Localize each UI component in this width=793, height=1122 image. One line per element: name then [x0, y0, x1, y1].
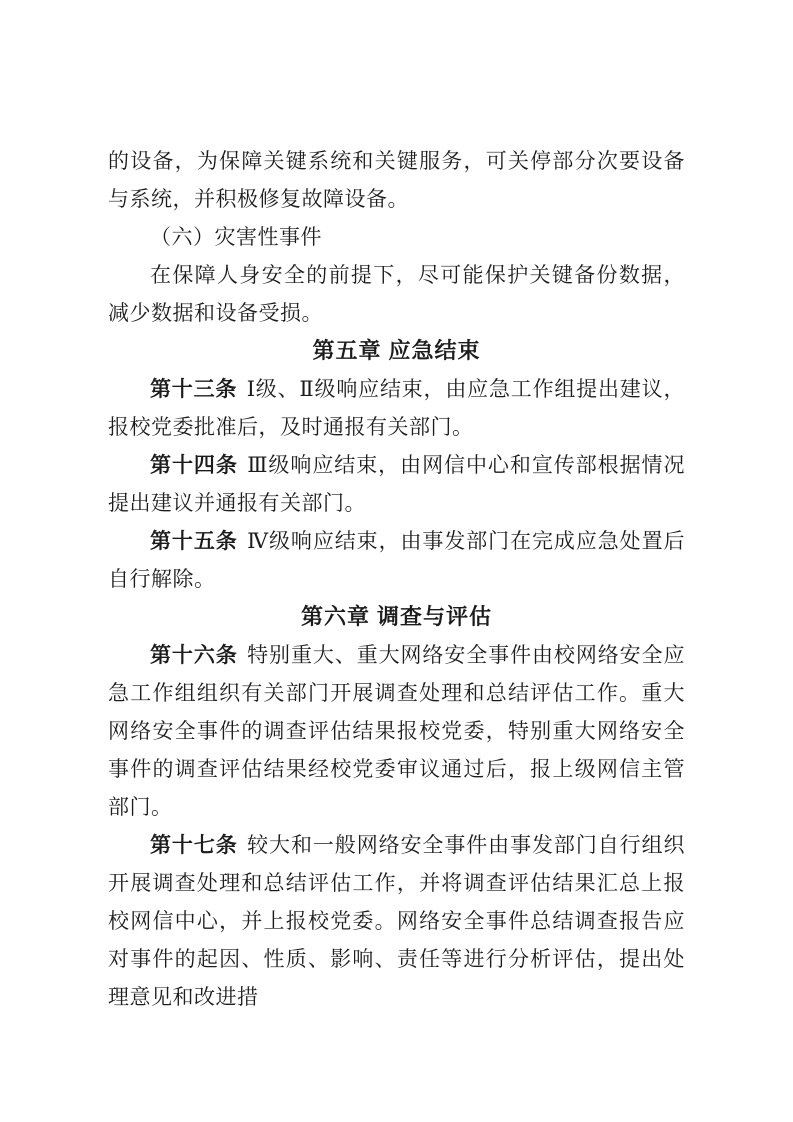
- chapter-heading-6: 第六章 调查与评估: [300, 604, 493, 629]
- article-13-lead: 第十三条: [150, 377, 238, 401]
- article-17: [108, 826, 685, 1016]
- article-14: [108, 446, 685, 522]
- article-13: [108, 370, 685, 446]
- article-15-text: Ⅳ级响应结束，由事发部门在完成应急处置后自行解除。: [108, 529, 685, 591]
- article-16-text: 特别重大、重大网络安全事件由校网络安全应急工作组组织有关部门开展调查处理和总结评估工作。重大网络安全事件的调查评估结果报校党委，特别重大网络安全事件的调查评估结果经校党委审议通过后，报上级网信主管部门。: [108, 643, 686, 819]
- article-15-lead: 第十五条: [150, 529, 238, 553]
- chapter-heading-5: 第五章 应急结束: [312, 338, 481, 363]
- article-13-text: Ⅰ级、Ⅱ级响应结束，由应急工作组提出建议，报校党委批准后，及时通报有关部门。: [108, 377, 685, 439]
- paragraph-continuation: 的设备，为保障关键系统和关键服务，可关停部分次要设备与系统，并积极修复故障设备。: [108, 149, 685, 211]
- article-14-lead: 第十四条: [150, 453, 238, 477]
- article-15: [108, 522, 685, 598]
- article-17-lead: 第十七条: [150, 833, 238, 857]
- article-17-text: 较大和一般网络安全事件由事发部门自行组织开展调查处理和总结评估工作，并将调查评估结果汇总上报校网信中心，并上报校党委。网络安全事件总结调查报告应对事件的起因、性质、影响、责任等进行分析评估，提出处理意见和改进措: [108, 833, 686, 1009]
- paragraph-subitem-six: （六）灾害性事件: [150, 225, 322, 249]
- article-16: [108, 636, 685, 826]
- document-content: [108, 142, 685, 1016]
- paragraph: 在保障人身安全的前提下，尽可能保护关键备份数据，减少数据和设备受损。: [108, 263, 685, 325]
- article-16-lead: 第十六条: [150, 643, 238, 667]
- article-14-text: Ⅲ级响应结束，由网信中心和宣传部根据情况提出建议并通报有关部门。: [108, 453, 686, 515]
